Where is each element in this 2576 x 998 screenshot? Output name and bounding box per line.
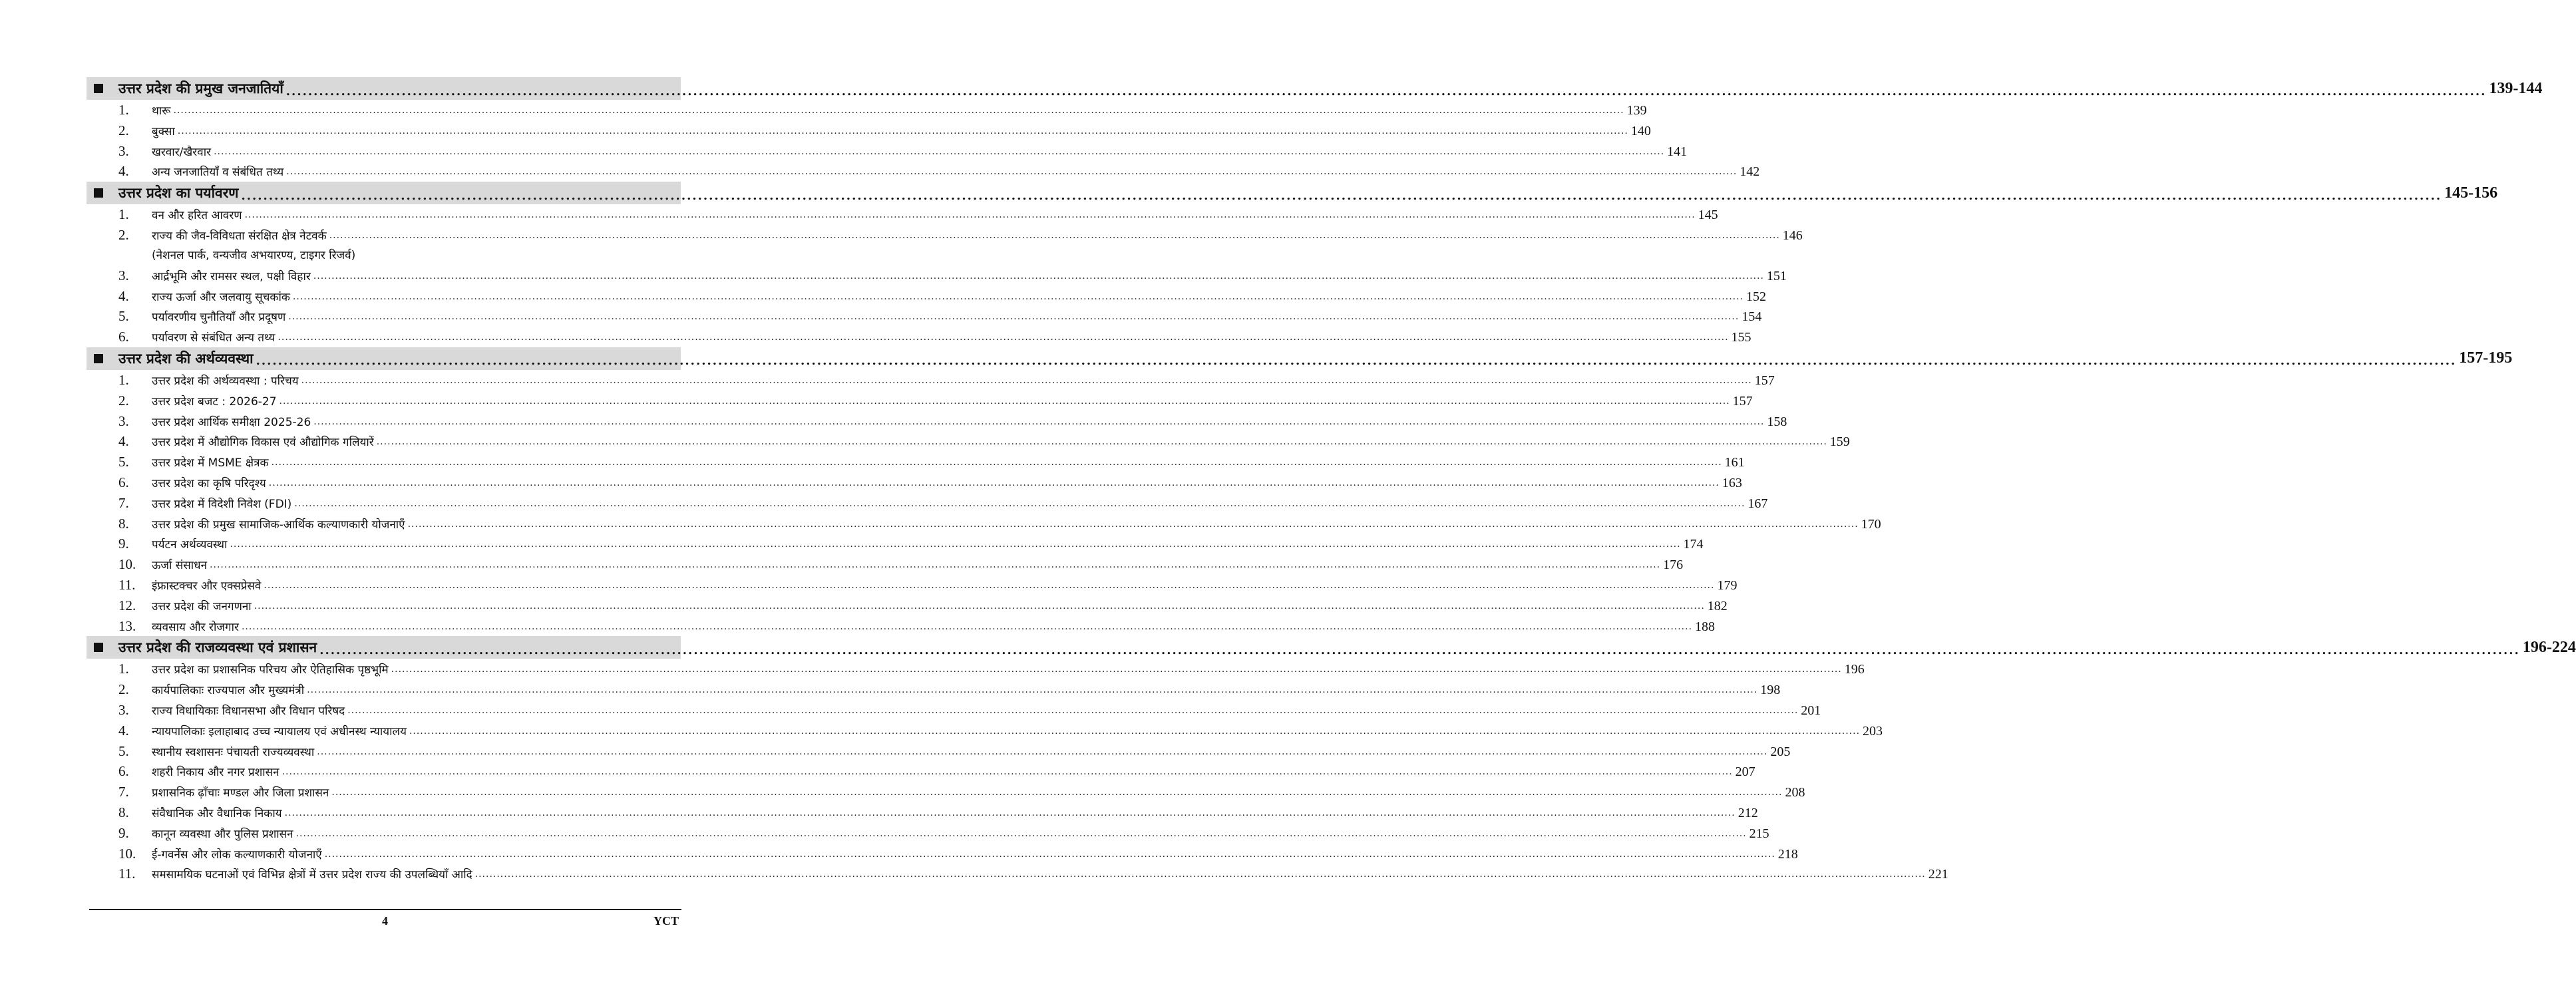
entry-page: 221	[1928, 867, 1948, 882]
section-page-range: 139-144	[2489, 79, 2543, 97]
entry-number: 3.	[118, 142, 129, 159]
toc-entry[interactable]	[87, 204, 1718, 225]
toc-entry[interactable]	[87, 844, 1798, 864]
toc-entry[interactable]	[87, 761, 1755, 782]
entry-page: 182	[1707, 598, 1728, 613]
entry-page: 170	[1861, 516, 1881, 532]
dot-leader: ................................................................................................................................................................................................................................................................................................................................................................................................................	[230, 539, 1681, 550]
entry-number: 5.	[118, 454, 129, 470]
entry-number: 5.	[118, 308, 129, 325]
entry-number: 12.	[118, 597, 136, 613]
entry-subtitle: (नेशनल पार्क, वन्यजीव अभयारण्य, टाइगर रिजर्व)	[152, 248, 356, 262]
entry-title: आर्द्रभूमि और रामसर स्थल, पक्षी विहार	[152, 269, 311, 283]
entry-title: कानून व्यवस्था और पुलिस प्रशासन	[152, 827, 293, 841]
section-heading[interactable]	[87, 347, 2513, 370]
entry-title: उत्तर प्रदेश में विदेशी निवेश (FDI)	[152, 497, 292, 511]
toc-entry[interactable]	[87, 493, 1768, 514]
dot-leader: ................................................................................................................................................................................................................................................................................................................................................................................................................	[294, 498, 1746, 509]
square-bullet-icon	[94, 354, 103, 363]
toc-entry[interactable]	[87, 161, 1760, 182]
entry-title: बुक्सा	[152, 124, 175, 138]
entry-page: 155	[1731, 330, 1751, 345]
toc-entry[interactable]	[87, 225, 1803, 246]
toc-entry[interactable]	[87, 391, 1753, 411]
dot-leader: ................................................................................................................................................................................................................................................................................................................................................................................................................	[474, 869, 1926, 880]
toc-entry[interactable]	[87, 554, 1684, 575]
dot-leader: ................................................................................................................................................................................................................................................................................................................................................................................................................	[313, 270, 1764, 281]
section-heading[interactable]	[87, 77, 2543, 100]
entry-number: 7.	[118, 494, 129, 511]
entry-number: 4.	[118, 433, 129, 450]
toc-entry[interactable]	[87, 431, 1850, 452]
entry-title: राज्य की जैव-विविधता संरक्षित क्षेत्र नेटवर्क	[152, 229, 327, 243]
entry-title: उत्तर प्रदेश का प्रशासनिक परिचय और ऐतिहासिक पृष्ठभूमि	[152, 663, 389, 677]
entry-page: 212	[1738, 805, 1758, 820]
entry-title: न्यायपालिकाः इलाहाबाद उच्च न्यायालय एवं अधीनस्थ न्यायालय	[152, 725, 407, 739]
toc-entry[interactable]	[87, 120, 1651, 141]
dot-leader: ................................................................................................................................................................................................................................................................................................................................................................................................................	[307, 685, 1758, 696]
entry-page: 146	[1782, 228, 1803, 243]
toc-entry[interactable]	[87, 741, 1791, 762]
square-bullet-icon	[94, 84, 103, 93]
toc-entry[interactable]	[87, 286, 1766, 307]
entry-page: 196	[1844, 662, 1865, 677]
entry-page: 154	[1742, 309, 1762, 325]
entry-title: उत्तर प्रदेश की जनगणना	[152, 599, 252, 613]
dot-leader: ................................................................................................................................................................................................................................................................................................................................................................................................................	[286, 166, 1738, 178]
entry-title: शहरी निकाय और नगर प्रशासन	[152, 766, 279, 780]
entry-page: 208	[1785, 785, 1805, 800]
dot-leader: ................................................................................................................................................................................................................................................................................................................................................................................................................	[241, 621, 1693, 632]
section-page-range: 145-156	[2444, 184, 2498, 202]
dot-leader: ................................................................................................................................................................................................................................................................................................................................................................................................................	[376, 436, 1827, 448]
entry-page: 151	[1766, 268, 1787, 283]
entry-page: 139	[1626, 103, 1647, 118]
toc-entry[interactable]	[87, 327, 1751, 347]
dot-leader: ................................................................................................................................................................................................................................................................................................................................................................................................................	[254, 600, 1705, 611]
entry-title: उत्तर प्रदेश की अर्थव्यवस्था : परिचय	[152, 374, 299, 388]
dot-leader: ................................................................................................................................................................................................................................................................................................................................................................................................................	[256, 354, 2457, 369]
dot-leader: ................................................................................................................................................................................................................................................................................................................................................................................................................	[281, 766, 1733, 778]
dot-leader: ................................................................................................................................................................................................................................................................................................................................................................................................................	[241, 188, 2442, 203]
entry-number: 11.	[118, 576, 136, 593]
entry-number: 6.	[118, 329, 129, 345]
dot-leader: ................................................................................................................................................................................................................................................................................................................................................................................................................	[279, 395, 1730, 407]
entry-title: व्यवसाय और रोजगार	[152, 620, 239, 634]
entry-title: उत्तर प्रदेश में औद्योगिक विकास एवं औद्योगिक गलियारें	[152, 436, 374, 450]
dot-leader: ................................................................................................................................................................................................................................................................................................................................................................................................................	[329, 230, 1780, 241]
entry-title: पर्यावरणीय चुनौतियाँ और प्रदूषण	[152, 311, 286, 325]
entry-page: 207	[1735, 764, 1755, 780]
entry-page: 174	[1683, 537, 1704, 552]
entry-number: 1.	[118, 661, 129, 677]
entry-title: उत्तर प्रदेश का कृषि परिदृश्य	[152, 476, 266, 490]
entry-title: खरवार/खैरवार	[152, 145, 212, 159]
entry-page: 159	[1829, 434, 1850, 450]
dot-leader: ................................................................................................................................................................................................................................................................................................................................................................................................................	[177, 125, 1628, 136]
entry-number: 7.	[118, 784, 129, 800]
dot-leader: ................................................................................................................................................................................................................................................................................................................................................................................................................	[319, 643, 2520, 657]
entry-number: 3.	[118, 413, 129, 429]
entry-title: उत्तर प्रदेश बजट : 2026-27	[152, 395, 277, 409]
entry-title: अन्य जनजातियाँ व संबंधित तथ्य	[152, 166, 284, 180]
entry-number: 2.	[118, 226, 129, 243]
entry-title: राज्य ऊर्जा और जलवायु सूचकांक	[152, 290, 290, 304]
table-of-contents	[87, 77, 2576, 884]
entry-number: 8.	[118, 804, 129, 820]
entry-number: 3.	[118, 701, 129, 718]
entry-page: 215	[1749, 826, 1769, 841]
entry-page: 152	[1746, 289, 1766, 304]
entry-number: 2.	[118, 392, 129, 409]
entry-number: 10.	[118, 845, 136, 862]
toc-entry[interactable]	[87, 141, 1688, 162]
dot-leader: ................................................................................................................................................................................................................................................................................................................................................................................................................	[409, 725, 1861, 737]
dot-leader: ................................................................................................................................................................................................................................................................................................................................................................................................................	[271, 457, 1722, 468]
entry-title: उत्तर प्रदेश की प्रमुख सामाजिक-आर्थिक कल्याणकारी योजनाएँ	[152, 518, 405, 532]
toc-entry[interactable]	[87, 411, 1787, 432]
dot-leader: ................................................................................................................................................................................................................................................................................................................................................................................................................	[347, 705, 1799, 716]
entry-page: 218	[1777, 846, 1798, 862]
entry-page: 179	[1717, 578, 1738, 593]
section-page-range: 196-224	[2522, 638, 2576, 656]
section-page-range: 157-195	[2459, 349, 2513, 367]
entry-number: 2.	[118, 681, 129, 698]
entry-number: 2.	[118, 122, 129, 138]
entry-page: 205	[1770, 744, 1791, 759]
toc-entry[interactable]	[87, 575, 1738, 595]
dot-leader: ................................................................................................................................................................................................................................................................................................................................................................................................................	[264, 580, 1715, 591]
entry-page: 142	[1740, 164, 1760, 180]
toc-entry[interactable]	[87, 679, 1781, 700]
dot-leader: ................................................................................................................................................................................................................................................................................................................................................................................................................	[173, 105, 1624, 116]
dot-leader: ................................................................................................................................................................................................................................................................................................................................................................................................................	[244, 210, 1696, 221]
toc-entry[interactable]	[87, 100, 1647, 120]
entry-page: 198	[1760, 683, 1781, 698]
entry-number: 6.	[118, 474, 129, 490]
dot-leader: ................................................................................................................................................................................................................................................................................................................................................................................................................	[295, 828, 1747, 839]
footer-divider	[89, 909, 681, 910]
dot-leader: ................................................................................................................................................................................................................................................................................................................................................................................................................	[301, 375, 1752, 386]
toc-entry[interactable]	[87, 534, 1704, 554]
toc-entry[interactable]	[87, 616, 1716, 637]
dot-leader: ................................................................................................................................................................................................................................................................................................................................................................................................................	[313, 416, 1765, 427]
entry-number: 3.	[118, 267, 129, 283]
entry-title: ऊर्जा संसाधन	[152, 559, 208, 573]
toc-entry[interactable]	[87, 659, 1865, 679]
entry-title: इंफ्रास्टक्चर और एक्सप्रेसवे	[152, 579, 262, 593]
entry-number: 5.	[118, 743, 129, 759]
section-title: उत्तर प्रदेश की राजव्यवस्था एवं प्रशासन	[118, 639, 317, 656]
section-title: उत्तर प्रदेश की अर्थव्यवस्था	[118, 350, 254, 367]
entry-number: 1.	[118, 206, 129, 223]
toc-entry[interactable]	[87, 782, 1805, 802]
dot-leader: ................................................................................................................................................................................................................................................................................................................................................................................................................	[210, 560, 1661, 571]
entry-page: 158	[1767, 414, 1787, 429]
toc-entry[interactable]	[87, 823, 1769, 844]
section-title: उत्तर प्रदेश का पर्यावरण	[118, 185, 239, 202]
entry-number: 11.	[118, 866, 136, 882]
toc-entry[interactable]	[87, 472, 1742, 493]
toc-entry[interactable]	[87, 452, 1745, 472]
entry-page: 201	[1801, 703, 1821, 718]
entry-title: उत्तर प्रदेश में MSME क्षेत्रक	[152, 456, 269, 470]
entry-title: स्थानीय स्वशासनः पंचायती राज्यव्यवस्था	[152, 745, 315, 759]
dot-leader: ................................................................................................................................................................................................................................................................................................................................................................................................................	[292, 291, 1744, 302]
entry-number: 9.	[118, 824, 129, 841]
entry-title: पर्यटन अर्थव्यवस्था	[152, 538, 228, 552]
dot-leader: ................................................................................................................................................................................................................................................................................................................................................................................................................	[331, 787, 1783, 798]
dot-leader: ................................................................................................................................................................................................................................................................................................................................................................................................................	[288, 311, 1740, 323]
dot-leader: ................................................................................................................................................................................................................................................................................................................................................................................................................	[214, 146, 1665, 157]
toc-entry[interactable]	[87, 721, 1883, 741]
entry-page: 140	[1630, 123, 1651, 138]
toc-entry[interactable]	[87, 306, 1762, 327]
entry-title: संवैधानिक और वैधानिक निकाय	[152, 806, 282, 820]
entry-title: समसामयिक घटनाओं एवं विभिन्न क्षेत्रों में उत्तर प्रदेश राज्य की उपलब्धियाँ आदि	[152, 868, 472, 882]
dot-leader: ................................................................................................................................................................................................................................................................................................................................................................................................................	[285, 84, 2487, 98]
entry-number: 4.	[118, 163, 129, 180]
dot-leader: ................................................................................................................................................................................................................................................................................................................................................................................................................	[277, 332, 1729, 343]
entry-number: 10.	[118, 556, 136, 573]
entry-title: राज्य विधायिकाः विधानसभा और विधान परिषद	[152, 704, 345, 718]
entry-title: कार्यपालिकाः राज्यपाल और मुख्यमंत्री	[152, 684, 305, 698]
entry-title: वन और हरित आवरण	[152, 209, 242, 223]
section-heading[interactable]	[87, 182, 2498, 204]
entry-page: 145	[1698, 208, 1718, 223]
toc-entry[interactable]	[87, 595, 1728, 616]
entry-page: 176	[1663, 558, 1684, 573]
entry-title: पर्यावरण से संबंधित अन्य तथ्य	[152, 331, 276, 345]
entry-number: 1.	[118, 371, 129, 388]
section-heading[interactable]	[87, 636, 2576, 659]
entry-title: ई-गवर्नेंस और लोक कल्याणकारी योजनाएँ	[152, 848, 322, 862]
toc-entry[interactable]	[87, 700, 1821, 721]
page-number: 4	[382, 914, 388, 927]
dot-leader: ................................................................................................................................................................................................................................................................................................................................................................................................................	[284, 807, 1736, 818]
entry-page: 188	[1695, 619, 1716, 634]
toc-entry[interactable]	[87, 265, 1787, 286]
square-bullet-icon	[94, 643, 103, 652]
entry-number: 4.	[118, 722, 129, 739]
entry-title: उत्तर प्रदेश आर्थिक समीक्षा 2025-26	[152, 415, 311, 429]
entry-number: 13.	[118, 617, 136, 634]
toc-entry[interactable]	[87, 864, 1948, 884]
section-title: उत्तर प्रदेश की प्रमुख जनजातियाँ	[118, 81, 283, 96]
entry-number: 6.	[118, 763, 129, 780]
dot-leader: ................................................................................................................................................................................................................................................................................................................................................................................................................	[317, 746, 1768, 757]
entry-page: 167	[1748, 496, 1768, 511]
entry-page: 157	[1754, 373, 1775, 388]
entry-number: 1.	[118, 102, 129, 118]
entry-page: 141	[1667, 144, 1688, 159]
entry-number: 4.	[118, 287, 129, 304]
dot-leader: ................................................................................................................................................................................................................................................................................................................................................................................................................	[324, 848, 1775, 860]
toc-entry[interactable]	[87, 514, 1881, 534]
toc-entry[interactable]	[87, 370, 1775, 391]
entry-page: 157	[1732, 393, 1753, 409]
toc-entry[interactable]	[87, 802, 1758, 823]
entry-number: 9.	[118, 536, 129, 552]
publisher-brand: YCT	[653, 914, 679, 927]
entry-page: 163	[1722, 475, 1742, 490]
entry-page: 203	[1863, 723, 1883, 739]
entry-title: थारू	[152, 104, 171, 118]
entry-title: प्रशासनिक ढ़ाँचाः मण्डल और जिला प्रशासन	[152, 786, 329, 800]
dot-leader: ................................................................................................................................................................................................................................................................................................................................................................................................................	[407, 518, 1859, 530]
dot-leader: ................................................................................................................................................................................................................................................................................................................................................................................................................	[391, 664, 1842, 675]
square-bullet-icon	[94, 188, 103, 198]
entry-number: 8.	[118, 515, 129, 532]
dot-leader: ................................................................................................................................................................................................................................................................................................................................................................................................................	[268, 477, 1720, 488]
entry-page: 161	[1724, 455, 1745, 470]
